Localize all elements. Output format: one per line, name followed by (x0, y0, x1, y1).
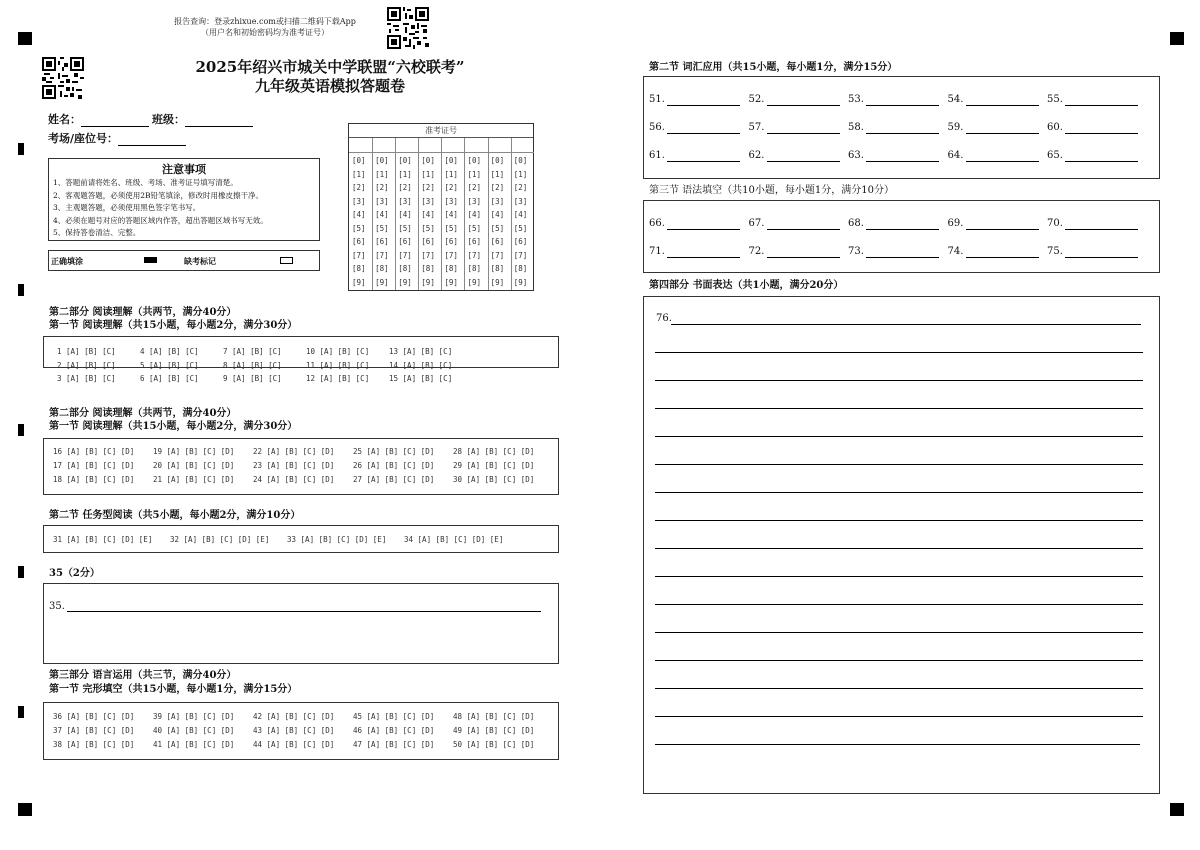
blank-number: 59. (947, 122, 964, 133)
answer-bubbles[interactable]: 9 [A] [B] [C] (223, 374, 282, 383)
blank-write-line[interactable] (1065, 257, 1138, 258)
exam-id-bubble[interactable]: [2] (352, 183, 366, 192)
answer-bubbles[interactable]: 6 [A] [B] [C] (140, 374, 199, 383)
q35-label: 35. (49, 601, 65, 612)
timing-mark (18, 143, 24, 155)
blank-number: 61. (649, 150, 665, 161)
exam-id-bubble[interactable]: [9] (444, 277, 458, 287)
blank-write-line[interactable] (1065, 161, 1138, 162)
blank-number: 63. (848, 150, 864, 161)
blank-write-line[interactable] (767, 105, 840, 106)
exam-id-column (372, 138, 396, 290)
timing-mark (18, 566, 24, 578)
blank-number: 64. (947, 150, 964, 161)
exam-id-bubble[interactable]: [0] (421, 156, 435, 165)
correct-fill-sample (144, 257, 157, 263)
answer-bubbles[interactable]: 47 [A] [B] [C] [D] (353, 740, 435, 749)
blank-number: 69. (947, 218, 964, 229)
answer-bubbles[interactable]: 27 [A] [B] [C] [D] (353, 475, 435, 484)
blank-write-line[interactable] (866, 229, 939, 230)
section-subheading: 第一节 阅读理解（共15小题，每小题2分，满分30分） (49, 421, 298, 432)
exam-id-bubble[interactable]: [0] (467, 156, 482, 165)
class-label: 班级： (152, 113, 185, 126)
exam-id-bubble[interactable]: [6] (375, 237, 389, 246)
exam-id-bubble[interactable]: [9] (513, 277, 528, 287)
answer-bubbles[interactable]: 36 [A] [B] [C] [D] (53, 712, 135, 721)
essay-write-line[interactable] (655, 436, 1143, 437)
blank-write-line[interactable] (767, 229, 840, 230)
exam-id-bubble[interactable]: [2] (375, 183, 389, 192)
answer-bubbles[interactable]: 34 [A] [B] [C] [D] [E] (404, 535, 504, 544)
exam-id-bubble[interactable]: [8] (375, 264, 389, 273)
answer-bubbles[interactable]: 39 [A] [B] [C] [D] (153, 712, 235, 721)
answer-bubbles[interactable]: 22 [A] [B] [C] [D] (253, 447, 335, 456)
exam-id-bubble[interactable]: [0] (490, 156, 505, 165)
answer-bubbles[interactable]: 13 [A] [B] [C] (389, 347, 453, 356)
blank-write-line[interactable] (767, 161, 840, 162)
exam-id-bubble[interactable]: [0] (352, 156, 366, 165)
essay-write-line[interactable] (655, 464, 1143, 465)
blank-write-line[interactable] (1065, 229, 1138, 230)
exam-id-bubble[interactable]: [8] (398, 264, 412, 273)
exam-id-bubble[interactable]: [3] (421, 196, 435, 206)
absent-mark-label: 缺考标记 (184, 256, 216, 266)
timing-mark (18, 424, 24, 436)
exam-id-bubble[interactable]: [9] (352, 277, 366, 287)
blank-number: 68. (848, 218, 864, 229)
answer-bubbles[interactable]: 29 [A] [B] [C] [D] (453, 461, 535, 470)
exam-id-bubble[interactable]: [2] (421, 183, 435, 192)
exam-id-bubble[interactable]: [5] (375, 223, 389, 233)
blank-write-line[interactable] (966, 161, 1039, 162)
class-field[interactable] (152, 111, 253, 127)
essay-write-line[interactable] (655, 604, 1143, 605)
exam-id-bubble[interactable]: [5] (398, 223, 412, 233)
corner-mark-top-left (18, 32, 32, 45)
exam-id-write-cell[interactable] (418, 138, 441, 153)
answer-bubbles[interactable]: 38 [A] [B] [C] [D] (53, 740, 135, 749)
blank-number: 75. (1047, 246, 1063, 257)
answer-bubbles[interactable]: 44 [A] [B] [C] [D] (253, 740, 335, 749)
blank-write-line[interactable] (866, 161, 939, 162)
timing-mark (18, 706, 24, 718)
exam-id-bubble[interactable]: [8] (490, 264, 505, 273)
exam-id-bubble[interactable]: [7] (513, 250, 528, 260)
answer-bubbles[interactable]: 12 [A] [B] [C] (306, 374, 370, 383)
exam-id-bubble[interactable]: [7] (398, 250, 412, 260)
blank-number: 55. (1047, 94, 1063, 105)
blank-number: 62. (748, 150, 765, 161)
answer-bubbles[interactable]: 32 [A] [B] [C] [D] [E] (170, 535, 270, 544)
answer-bubbles[interactable]: 48 [A] [B] [C] [D] (453, 712, 535, 721)
exam-id-bubble[interactable]: [2] (513, 183, 528, 192)
exam-id-bubble[interactable]: [3] (375, 196, 389, 206)
answer-block-1-15 (43, 336, 559, 368)
blank-write-line[interactable] (866, 105, 939, 106)
answer-bubbles[interactable]: 41 [A] [B] [C] [D] (153, 740, 235, 749)
exam-id-bubble[interactable]: [1] (398, 169, 412, 179)
answer-bubbles[interactable]: 5 [A] [B] [C] (140, 360, 199, 370)
answer-bubbles[interactable]: 17 [A] [B] [C] [D] (53, 461, 135, 470)
exam-id-write-cell[interactable] (395, 138, 418, 153)
exam-id-bubble[interactable]: [4] (421, 210, 435, 219)
essay-write-line[interactable] (655, 660, 1143, 661)
corner-mark-top-right (1170, 32, 1184, 45)
exam-id-bubble[interactable]: [7] (444, 250, 458, 260)
writing-answer-box[interactable] (643, 296, 1160, 794)
answer-bubbles[interactable]: 37 [A] [B] [C] [D] (53, 726, 135, 735)
report-line-2: （用户名和初始密码均为准考证号） (201, 28, 329, 37)
exam-id-grid (348, 123, 534, 291)
correct-fill-label: 正确填涂 (51, 256, 83, 266)
blank-number: 70. (1047, 218, 1063, 229)
exam-id-bubble[interactable]: [4] (513, 210, 528, 219)
report-info (150, 16, 380, 38)
answer-bubbles[interactable]: 45 [A] [B] [C] [D] (353, 712, 435, 721)
exam-id-bubble[interactable]: [6] (352, 237, 366, 246)
exam-id-bubble[interactable]: [5] (444, 223, 458, 233)
exam-id-bubble[interactable]: [8] (421, 264, 435, 273)
exam-id-bubble[interactable]: [1] (444, 169, 458, 179)
section-heading: 第四部分 书面表达（共1小题，满分20分） (649, 280, 844, 291)
corner-mark-bottom-right (1170, 803, 1184, 816)
blank-number: 56. (649, 122, 665, 133)
blank-write-line[interactable] (966, 105, 1039, 106)
exam-id-write-cell[interactable] (441, 138, 464, 153)
answer-bubbles[interactable]: 40 [A] [B] [C] [D] (153, 726, 235, 735)
exam-id-bubble[interactable]: [8] (467, 264, 482, 273)
blank-write-line[interactable] (966, 133, 1039, 134)
answer-bubbles[interactable]: 26 [A] [B] [C] [D] (353, 461, 435, 470)
exam-id-bubble[interactable]: [1] (421, 169, 435, 179)
blank-number: 71. (649, 246, 665, 257)
exam-id-bubble[interactable]: [0] (444, 156, 458, 165)
notice-title: 注意事项 (162, 163, 206, 176)
blank-write-line[interactable] (1065, 105, 1138, 106)
blank-number: 52. (748, 94, 765, 105)
exam-id-column (418, 138, 442, 290)
notice-box (48, 158, 320, 241)
essay-write-line[interactable] (655, 352, 1143, 353)
vocab-answer-box (643, 76, 1160, 179)
blank-number: 60. (1047, 122, 1063, 133)
seat-label: 考场/座位号： (48, 132, 119, 145)
exam-id-bubble[interactable]: [2] (444, 183, 458, 192)
qr-code-icon (387, 7, 429, 49)
essay-write-line[interactable] (655, 380, 1143, 381)
essay-write-line[interactable] (655, 408, 1143, 409)
q76-label: 76. (656, 313, 672, 324)
qr-code-icon (42, 57, 84, 99)
answer-bubbles[interactable]: 28 [A] [B] [C] [D] (453, 447, 535, 456)
section-subheading: 第一节 完形填空（共15小题，每小题1分，满分15分） (49, 684, 298, 695)
essay-write-line[interactable] (671, 324, 1141, 325)
name-field[interactable] (48, 111, 149, 127)
page-title (150, 58, 510, 96)
exam-id-bubble[interactable]: [2] (398, 183, 412, 192)
exam-id-bubble[interactable]: [9] (490, 277, 505, 287)
exam-id-bubble[interactable]: [9] (467, 277, 482, 287)
exam-id-bubble[interactable]: [4] (490, 210, 505, 219)
exam-id-bubble[interactable]: [1] (513, 169, 528, 179)
blank-number: 54. (947, 94, 964, 105)
exam-id-bubble[interactable]: [3] (490, 196, 505, 206)
notice-item: 2、客观题答题，必须使用2B铅笔填涂，修改时用橡皮擦干净。 (53, 190, 264, 200)
answer-bubbles[interactable]: 4 [A] [B] [C] (140, 347, 199, 356)
blank-write-line[interactable] (667, 229, 740, 230)
section-subheading: 第一节 阅读理解（共15小题，每小题2分，满分30分） (49, 320, 298, 331)
answer-bubbles[interactable]: 25 [A] [B] [C] [D] (353, 447, 435, 456)
grammar-answer-box (643, 200, 1160, 273)
blank-number: 74. (947, 246, 964, 257)
blank-write-line[interactable] (767, 257, 840, 258)
seat-field[interactable] (48, 130, 186, 146)
exam-id-column (488, 138, 512, 290)
answer-bubbles[interactable]: 3 [A] [B] [C] (57, 374, 116, 383)
exam-id-bubble[interactable]: [3] (352, 196, 366, 206)
answer-bubbles[interactable]: 14 [A] [B] [C] (389, 360, 453, 370)
timing-mark (18, 284, 24, 296)
exam-id-bubble[interactable]: [6] (421, 237, 435, 246)
blank-number: 66. (649, 218, 665, 229)
blank-write-line[interactable] (767, 133, 840, 134)
answer-bubbles[interactable]: 2 [A] [B] [C] (57, 360, 116, 370)
exam-id-bubble[interactable]: [7] (352, 250, 366, 260)
blank-write-line[interactable] (866, 133, 939, 134)
exam-id-column (349, 138, 373, 290)
blank-number: 72. (748, 246, 765, 257)
section-heading: 第三部分 语言运用（共三节，满分40分） (49, 670, 237, 681)
answer-bubbles[interactable]: 42 [A] [B] [C] [D] (253, 712, 335, 721)
section-subheading: 第二节 任务型阅读（共5小题，每小题2分，满分10分） (49, 510, 301, 521)
exam-id-bubble[interactable]: [3] (444, 196, 458, 206)
exam-id-column (395, 138, 419, 290)
answer-bubbles[interactable]: 24 [A] [B] [C] [D] (253, 475, 335, 484)
essay-write-line[interactable] (655, 744, 1140, 745)
section-subheading: 第二节 词汇应用（共15小题，每小题1分，满分15分） (649, 62, 898, 73)
blank-write-line[interactable] (966, 229, 1039, 230)
exam-id-bubble[interactable]: [0] (375, 156, 389, 165)
essay-write-line[interactable] (655, 632, 1143, 633)
blank-number: 53. (848, 94, 864, 105)
answer-bubbles[interactable]: 10 [A] [B] [C] (306, 347, 370, 356)
answer-bubbles[interactable]: 11 [A] [B] [C] (306, 360, 370, 370)
blank-number: 58. (848, 122, 864, 133)
exam-id-write-cell[interactable] (488, 138, 511, 153)
blank-write-line[interactable] (667, 257, 740, 258)
answer-bubbles[interactable]: 31 [A] [B] [C] [D] [E] (53, 535, 153, 544)
blank-write-line[interactable] (1065, 133, 1138, 134)
exam-id-bubble[interactable]: [0] (513, 156, 528, 165)
name-label: 姓名： (48, 113, 81, 126)
report-line-1: 报告查询：登录zhixue.com或扫描二维码下载App (174, 17, 356, 26)
blank-number: 51. (649, 94, 665, 105)
notice-item: 3、主观题答题，必须使用黑色签字笔书写。 (53, 203, 201, 213)
exam-id-bubble[interactable]: [2] (490, 183, 505, 192)
exam-id-bubble[interactable]: [8] (352, 264, 366, 273)
absent-mark-checkbox[interactable] (280, 257, 293, 264)
answer-bubbles[interactable]: 46 [A] [B] [C] [D] (353, 726, 435, 735)
exam-id-bubble[interactable]: [5] (352, 223, 366, 233)
exam-id-bubble[interactable]: [2] (467, 183, 482, 192)
notice-item: 5、保持答卷清洁、完整。 (53, 228, 141, 238)
exam-id-bubble[interactable]: [5] (421, 223, 435, 233)
exam-id-bubble[interactable]: [6] (444, 237, 458, 246)
answer-bubbles[interactable]: 1 [A] [B] [C] (57, 347, 116, 356)
exam-id-bubble[interactable]: [9] (398, 277, 412, 287)
answer-bubbles[interactable]: 15 [A] [B] [C] (389, 374, 453, 383)
answer-bubbles[interactable]: 50 [A] [B] [C] [D] (453, 740, 535, 749)
section-heading: 第二部分 阅读理解（共两节，满分40分） (49, 408, 237, 419)
exam-id-bubble[interactable]: [8] (513, 264, 528, 273)
essay-write-line[interactable] (655, 688, 1143, 689)
exam-id-bubble[interactable]: [6] (467, 237, 482, 246)
blank-number: 67. (748, 218, 765, 229)
exam-id-bubble[interactable]: [0] (398, 156, 412, 165)
exam-id-column (465, 138, 489, 290)
exam-id-bubble[interactable]: [4] (375, 210, 389, 219)
exam-id-column (441, 138, 465, 290)
exam-id-write-cell[interactable] (511, 138, 534, 153)
exam-id-bubble[interactable]: [6] (398, 237, 412, 246)
exam-id-bubble[interactable]: [7] (421, 250, 435, 260)
blank-write-line[interactable] (667, 133, 740, 134)
exam-id-bubble[interactable]: [6] (513, 237, 528, 246)
essay-write-line[interactable] (655, 716, 1143, 717)
answer-bubbles[interactable]: 23 [A] [B] [C] [D] (253, 461, 335, 470)
exam-id-bubble[interactable]: [1] (467, 169, 482, 179)
exam-id-bubble[interactable]: [7] (467, 250, 482, 260)
essay-write-line[interactable] (655, 520, 1143, 521)
exam-id-bubble[interactable]: [6] (490, 237, 505, 246)
blank-write-line[interactable] (667, 161, 740, 162)
notice-item: 1、答题前请将姓名、班级、考场、准考证号填写清楚。 (53, 178, 238, 187)
answer-bubbles[interactable]: 18 [A] [B] [C] [D] (53, 475, 135, 484)
essay-write-line[interactable] (655, 576, 1143, 577)
exam-id-bubble[interactable]: [1] (352, 169, 366, 179)
exam-id-bubble[interactable]: [3] (467, 196, 482, 206)
q35-write-line[interactable] (67, 611, 541, 612)
exam-id-bubble[interactable]: [5] (467, 223, 482, 233)
exam-id-write-cell[interactable] (465, 138, 488, 153)
exam-id-bubble[interactable]: [9] (421, 277, 435, 287)
exam-id-bubble[interactable]: [8] (444, 264, 458, 273)
blank-number: 57. (748, 122, 765, 133)
exam-id-bubble[interactable]: [4] (398, 210, 412, 219)
essay-write-line[interactable] (655, 492, 1143, 493)
exam-id-bubble[interactable]: [4] (467, 210, 482, 219)
exam-id-bubble[interactable]: [7] (490, 250, 505, 260)
exam-id-bubble[interactable]: [5] (490, 223, 505, 233)
exam-id-title: 准考证号 (349, 124, 533, 138)
notice-item: 4、必须在题号对应的答题区域内作答，超出答题区域书写无效。 (53, 215, 268, 225)
answer-bubbles[interactable]: 43 [A] [B] [C] [D] (253, 726, 335, 735)
answer-bubbles[interactable]: 49 [A] [B] [C] [D] (453, 726, 535, 735)
answer-bubbles[interactable]: 16 [A] [B] [C] [D] (53, 447, 135, 456)
answer-bubbles[interactable]: 21 [A] [B] [C] [D] (153, 475, 235, 484)
fill-example-box (48, 250, 320, 271)
exam-id-bubble[interactable]: [3] (513, 196, 528, 206)
answer-bubbles[interactable]: 33 [A] [B] [C] [D] [E] (287, 535, 387, 544)
exam-id-bubble[interactable]: [3] (398, 196, 412, 206)
section-subheading: 第三节 语法填空（共10小题，每小题1分，满分10分） (649, 185, 894, 196)
title-line-2: 九年级英语模拟答题卷 (254, 77, 405, 95)
blank-write-line[interactable] (866, 257, 939, 258)
blank-write-line[interactable] (667, 105, 740, 106)
blank-number: 65. (1047, 150, 1063, 161)
answer-bubbles[interactable]: 8 [A] [B] [C] (223, 360, 282, 370)
answer-bubbles[interactable]: 19 [A] [B] [C] [D] (153, 447, 235, 456)
exam-id-bubble[interactable]: [4] (444, 210, 458, 219)
exam-id-bubble[interactable]: [5] (513, 223, 528, 233)
blank-number: 73. (848, 246, 864, 257)
essay-write-line[interactable] (655, 548, 1143, 549)
title-line-1: 2025年绍兴市城关中学联盟“六校联考” (195, 58, 465, 76)
exam-id-column (511, 138, 534, 290)
exam-id-bubble[interactable]: [4] (352, 210, 366, 219)
exam-id-bubble[interactable]: [7] (375, 250, 389, 260)
exam-id-bubble[interactable]: [1] (490, 169, 505, 179)
q35-answer-box[interactable] (43, 583, 559, 664)
section-heading: 第二部分 阅读理解（共两节，满分40分） (49, 307, 237, 318)
corner-mark-bottom-left (18, 803, 32, 816)
answer-bubbles[interactable]: 30 [A] [B] [C] [D] (453, 475, 535, 484)
answer-bubbles[interactable]: 20 [A] [B] [C] [D] (153, 461, 235, 470)
exam-id-write-cell[interactable] (349, 138, 372, 153)
exam-id-bubble[interactable]: [1] (375, 169, 389, 179)
exam-id-write-cell[interactable] (372, 138, 395, 153)
answer-bubbles[interactable]: 7 [A] [B] [C] (223, 347, 282, 356)
blank-write-line[interactable] (966, 257, 1039, 258)
q35-heading: 35（2分） (49, 568, 100, 579)
exam-id-bubble[interactable]: [9] (375, 277, 389, 287)
